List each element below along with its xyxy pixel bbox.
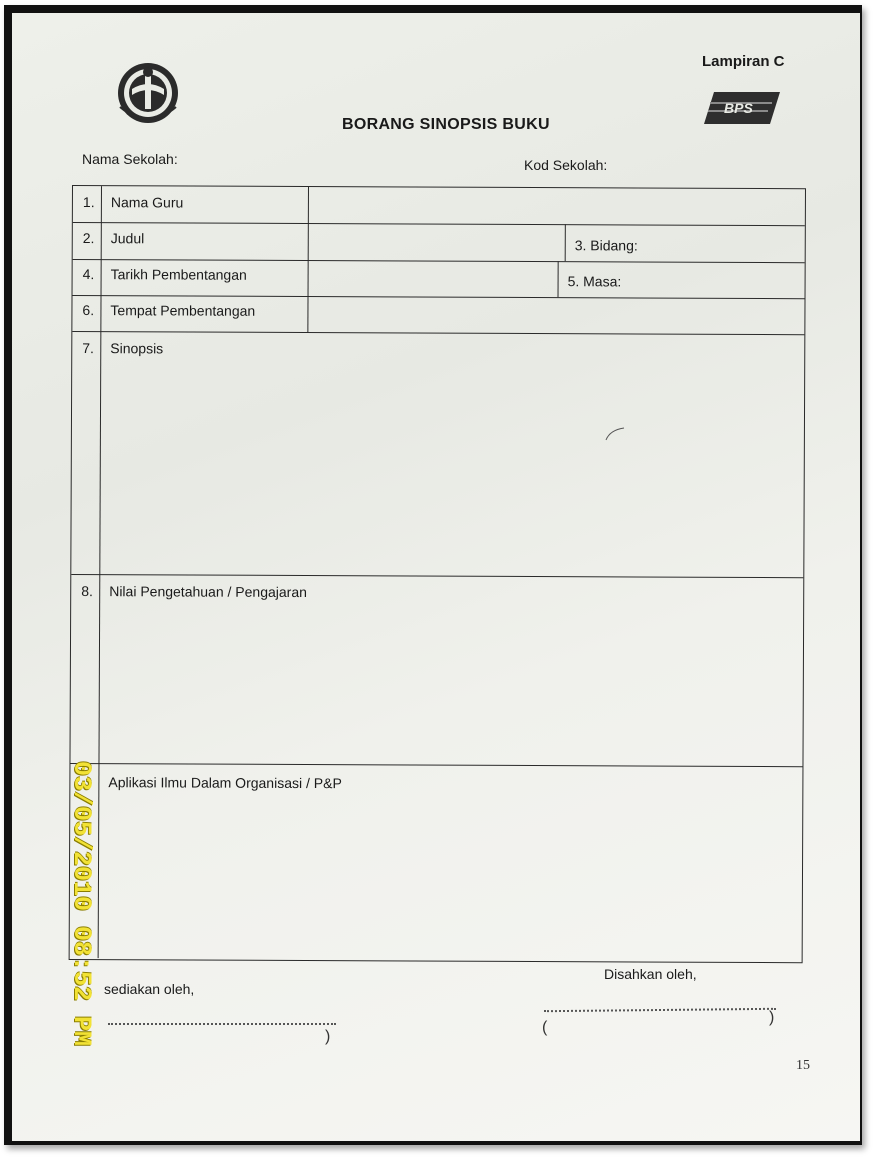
- knowledge-application-field[interactable]: [106, 798, 797, 951]
- row-divider: [73, 295, 805, 299]
- approved-by-close-paren: ): [769, 1009, 775, 1026]
- presentation-date-label: Tarikh Pembentangan: [110, 266, 247, 283]
- camera-timestamp-text: 03/05/2010 08:52 PM: [67, 761, 96, 1047]
- document-page: [12, 13, 860, 1141]
- row-number: 6.: [82, 302, 95, 319]
- knowledge-value-label: Nilai Pengetahuan / Pengajaran: [109, 583, 307, 601]
- row-divider: [73, 259, 805, 263]
- synopsis-form-table: [69, 185, 806, 963]
- prepared-by-label: sediakan oleh,: [104, 981, 195, 997]
- time-label: 5. Masa:: [567, 273, 622, 290]
- school-name-label: Nama Sekolah:: [82, 151, 178, 167]
- approved-by-label: Disahkan oleh,: [604, 966, 697, 982]
- row-number: 4.: [82, 266, 95, 283]
- bps-logo-icon: [702, 88, 782, 128]
- ministry-logo-icon: [110, 55, 186, 131]
- field-of-study-label: 3. Bidang:: [574, 237, 638, 254]
- row-number: 7.: [82, 340, 95, 357]
- synopsis-field[interactable]: [107, 362, 798, 570]
- synopsis-label: Sinopsis: [110, 340, 164, 357]
- bps-logo-text: BPS: [724, 100, 753, 116]
- page-number: 15: [796, 1058, 810, 1073]
- row-number: 1.: [82, 194, 95, 211]
- teacher-name-field[interactable]: [318, 191, 798, 221]
- presentation-venue-label: Tempat Pembentangan: [110, 302, 256, 319]
- attachment-label: Lampiran C: [702, 53, 785, 70]
- field-divider-masa: [558, 261, 559, 297]
- approved-by-signature-line[interactable]: [544, 1008, 776, 1012]
- prepared-by-signature-line[interactable]: [108, 1023, 336, 1025]
- teacher-name-label: Nama Guru: [110, 194, 184, 211]
- row-divider: [71, 574, 803, 578]
- row-number: 2.: [82, 230, 95, 247]
- approved-by-block: [604, 966, 697, 982]
- title-label: Judul: [110, 230, 145, 247]
- camera-timestamp: [66, 761, 126, 1101]
- row-divider: [70, 763, 802, 767]
- row-divider: [73, 222, 805, 226]
- form-title: BORANG SINOPSIS BUKU: [342, 116, 550, 133]
- knowledge-application-label: Aplikasi Ilmu Dalam Organisasi / P&P: [108, 774, 342, 792]
- presentation-venue-field[interactable]: [317, 299, 797, 329]
- presentation-date-field[interactable]: [318, 263, 548, 292]
- school-code-label: Kod Sekolah:: [524, 157, 608, 173]
- photo-frame: [4, 5, 862, 1145]
- prepared-by-close-paren: ): [325, 1028, 331, 1045]
- row-number: 8.: [81, 583, 93, 600]
- knowledge-value-field[interactable]: [107, 606, 798, 759]
- title-field[interactable]: [318, 227, 558, 256]
- row-divider: [72, 331, 804, 335]
- field-divider-bidang: [565, 224, 566, 261]
- approved-by-open-paren: (: [542, 1019, 548, 1036]
- pen-mark: [604, 427, 628, 441]
